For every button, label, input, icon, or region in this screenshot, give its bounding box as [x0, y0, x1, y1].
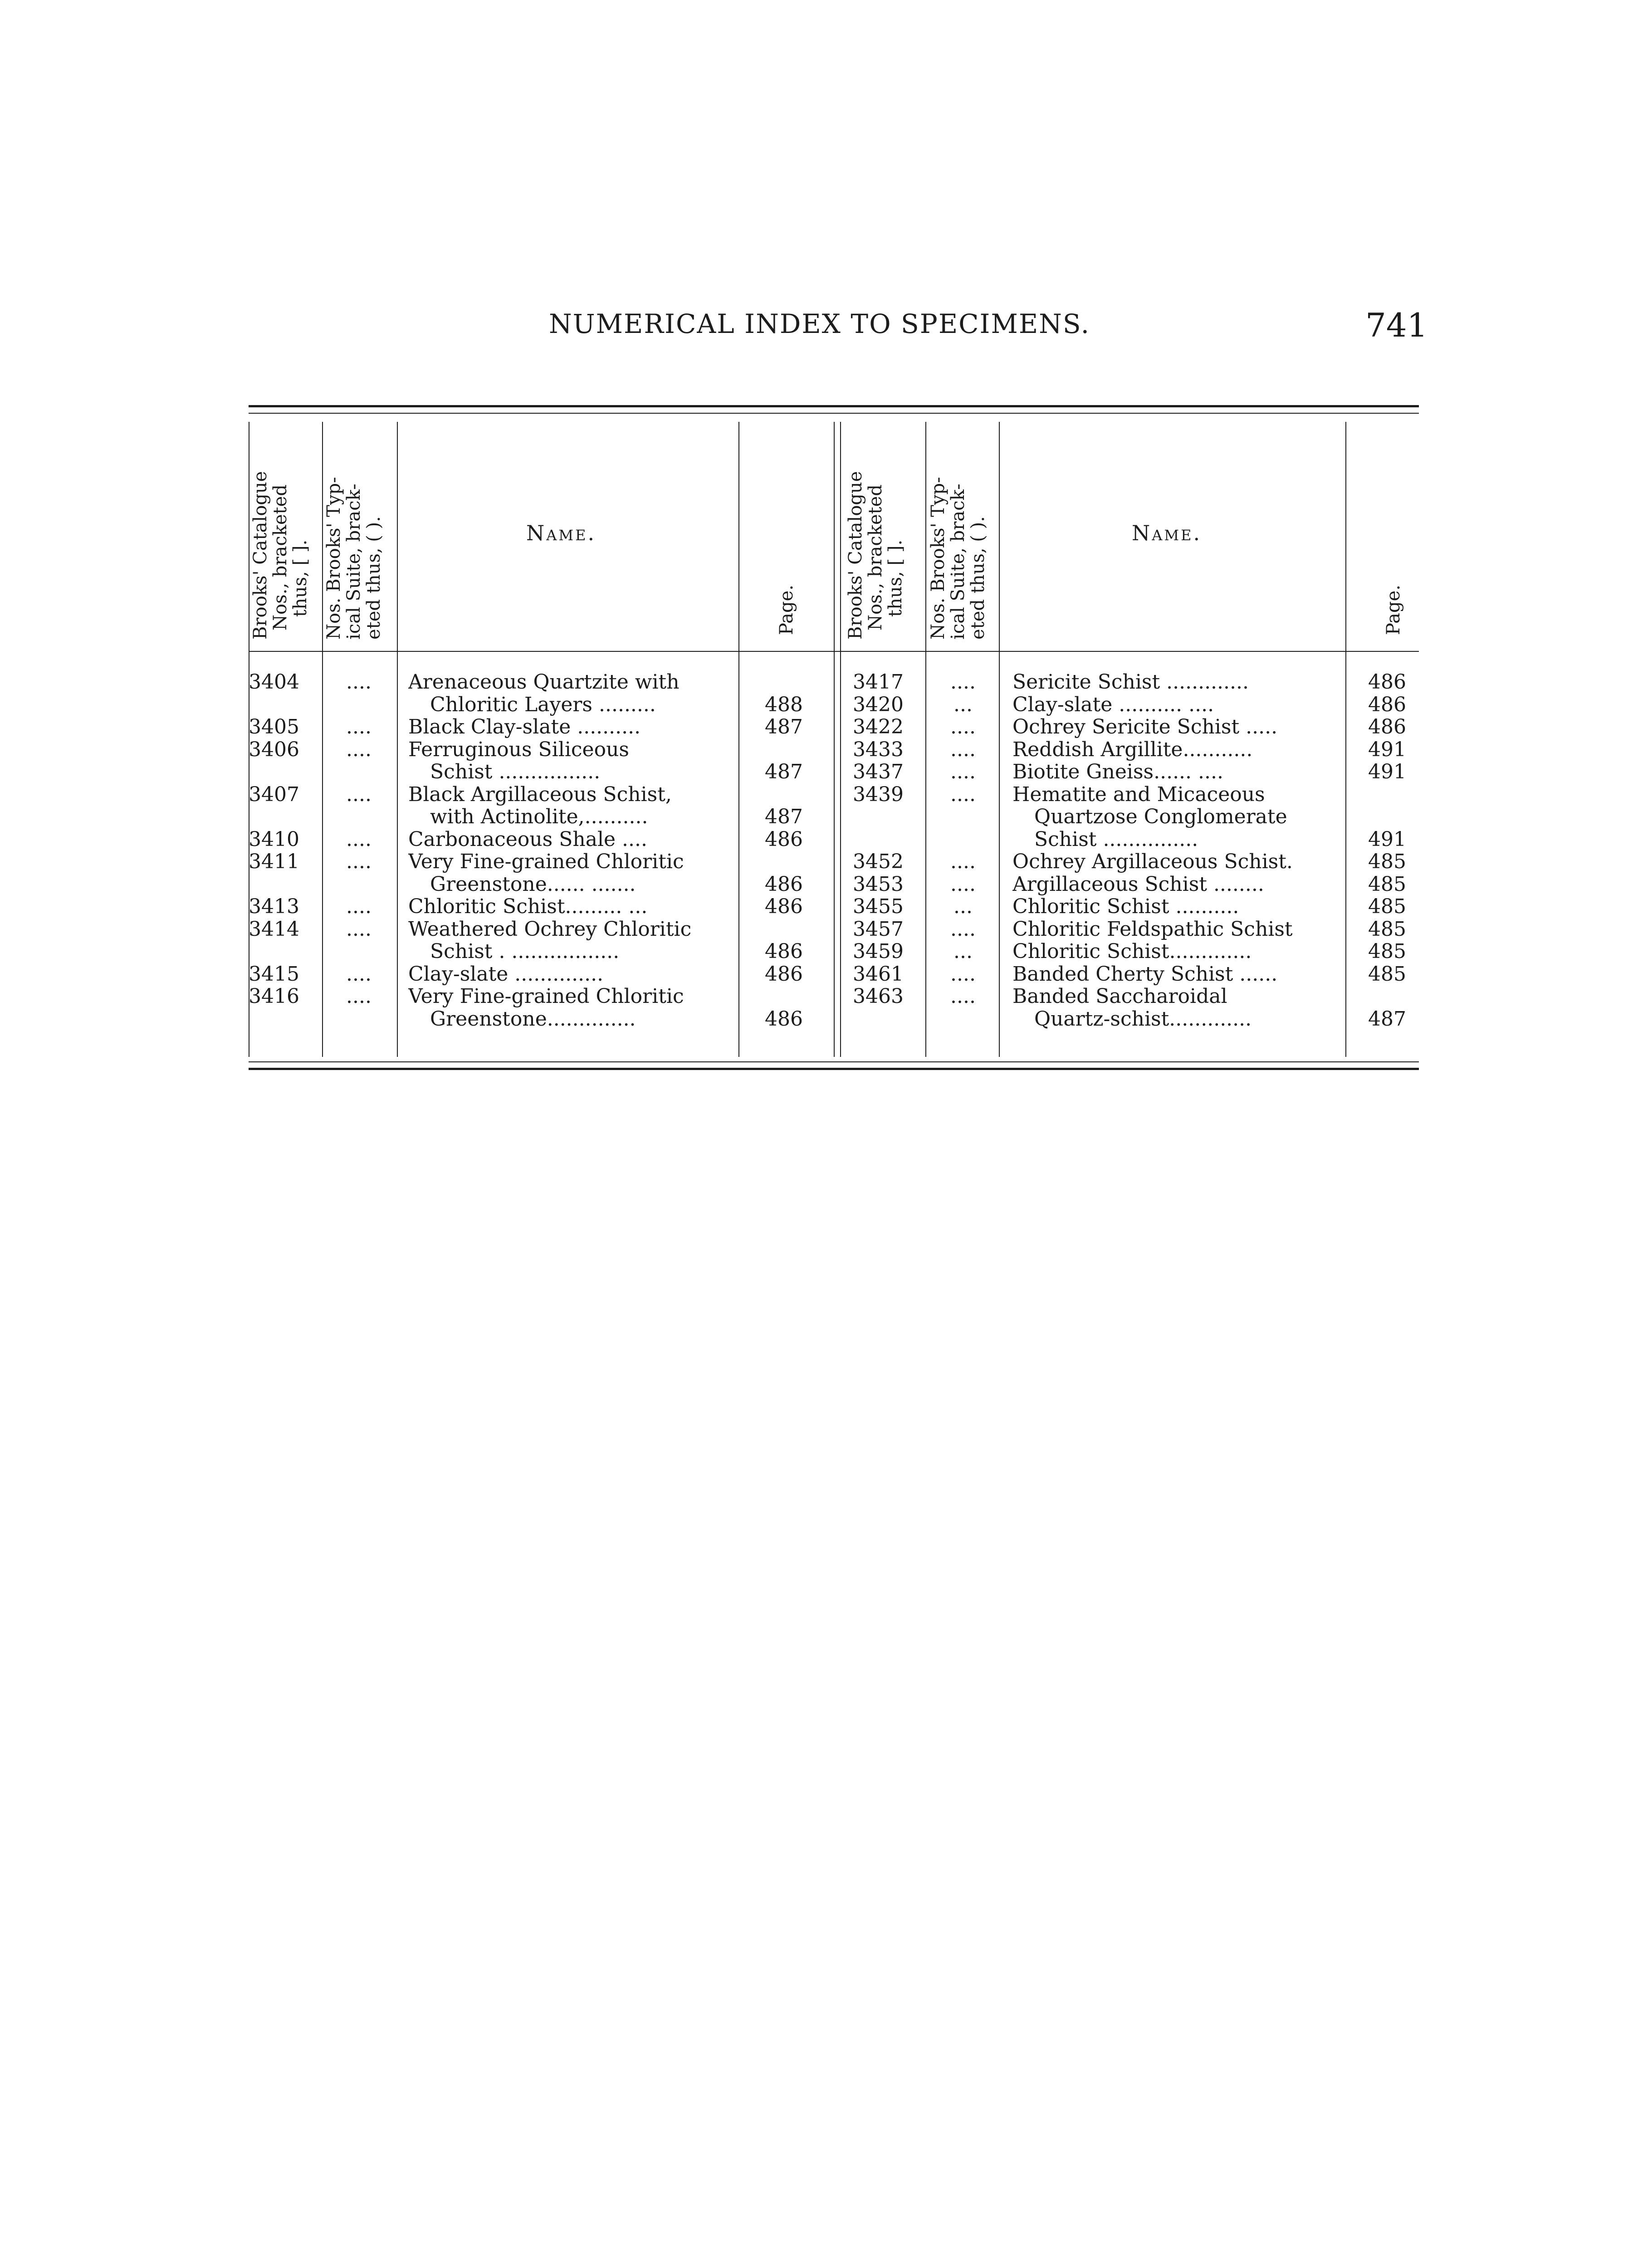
catalogue-number: 3410 [249, 827, 299, 851]
catalogue-number: 3420 [853, 693, 904, 716]
page-ref: 486 [765, 895, 803, 918]
specimen-name: Banded Cherty Schist ...... [1012, 963, 1278, 985]
specimen-name: Arenaceous Quartzite with [408, 671, 680, 693]
name-header: Name. [526, 521, 596, 545]
specimen-name: Chloritic Schist............. [1012, 941, 1252, 963]
table-row [0, 941, 1633, 963]
suite-number: .... [346, 715, 372, 738]
catalogue-number: 3461 [853, 962, 904, 986]
specimen-name: Chloritic Schist .......... [1012, 896, 1239, 918]
table-bottom-rule-thin [249, 1061, 1419, 1062]
specimen-name: Reddish Argillite........... [1012, 738, 1253, 761]
suite-number: .... [950, 917, 976, 941]
suite-number: .... [346, 895, 372, 918]
page-ref: 486 [765, 1007, 803, 1031]
page-ref: 487 [765, 760, 803, 783]
table-row [0, 829, 1633, 850]
specimen-name: Carbonaceous Shale .... [408, 828, 647, 850]
typical-suite-header: Nos. Brooks' Typ- ical Suite, brack- eted thus, ( ). [323, 477, 384, 640]
suite-number: .... [950, 738, 976, 761]
table-row [0, 874, 1633, 895]
page-ref: 491 [1368, 760, 1406, 783]
table-top-rule-thin [249, 413, 1419, 414]
page-ref: 486 [765, 872, 803, 896]
catalogue-number: 3415 [249, 962, 299, 986]
suite-number: .... [346, 782, 372, 806]
suite-number: .... [950, 962, 976, 986]
specimen-name: Ochrey Argillaceous Schist. [1012, 851, 1293, 873]
suite-number: .... [346, 985, 372, 1008]
suite-number: .... [346, 962, 372, 986]
page-ref: 486 [765, 962, 803, 986]
catalogue-number: 3457 [853, 917, 904, 941]
specimen-name: Chloritic Feldspathic Schist [1012, 918, 1293, 940]
page-ref: 486 [1368, 715, 1406, 738]
page-ref: 487 [765, 805, 803, 828]
table-row [0, 784, 1633, 806]
suite-number: .... [950, 850, 976, 873]
catalogue-number: 3459 [853, 940, 904, 963]
specimen-name: Hematite and Micaceous [1012, 783, 1265, 806]
catalogue-number: 3411 [249, 850, 299, 873]
catalogue-number: 3437 [853, 760, 904, 783]
specimen-name: Quartzose Conglomerate [1034, 806, 1287, 828]
table-row [0, 919, 1633, 940]
typical-suite-header: Nos. Brooks' Typ- ical Suite, brack- eted thus, ( ). [928, 477, 988, 640]
catalogue-number: 3452 [853, 850, 904, 873]
page-ref: 485 [1368, 917, 1406, 941]
table-row [0, 716, 1633, 738]
specimen-name: Ochrey Sericite Schist ..... [1012, 716, 1278, 738]
page-ref: 487 [765, 715, 803, 738]
suite-number: .... [950, 782, 976, 806]
table-row [0, 694, 1633, 716]
suite-number: .... [950, 760, 976, 783]
catalogue-number: 3416 [249, 985, 299, 1008]
specimen-name: Black Argillaceous Schist, [408, 783, 672, 806]
page-ref: 486 [1368, 670, 1406, 694]
page-ref: 491 [1368, 827, 1406, 851]
page-ref: 485 [1368, 872, 1406, 896]
suite-number: ... [953, 895, 973, 918]
catalogue-number: 3455 [853, 895, 904, 918]
specimen-name: Greenstone.............. [430, 1008, 636, 1030]
table-row [0, 986, 1633, 1007]
specimen-name: Schist ................ [430, 761, 601, 783]
table-row [0, 671, 1633, 693]
suite-number: .... [346, 917, 372, 941]
specimen-name: Chloritic Layers ......... [430, 694, 656, 716]
specimen-name: Very Fine-grained Chloritic [408, 986, 684, 1007]
catalogue-number: 3406 [249, 738, 299, 761]
suite-number: .... [950, 985, 976, 1008]
table-row [0, 806, 1633, 828]
suite-number: .... [346, 670, 372, 694]
specimen-name: Biotite Gneiss...... .... [1012, 761, 1223, 783]
catalogue-number: 3413 [249, 895, 299, 918]
table-row [0, 761, 1633, 783]
page-ref: 491 [1368, 738, 1406, 761]
suite-number: ... [953, 693, 973, 716]
catalogue-number: 3407 [249, 782, 299, 806]
page-header-label: Page. [1383, 585, 1404, 635]
specimen-name: Weathered Ochrey Chloritic [408, 918, 692, 940]
specimen-name: Black Clay-slate .......... [408, 716, 641, 738]
suite-number: .... [346, 738, 372, 761]
specimen-name: Very Fine-grained Chloritic [408, 851, 684, 873]
suite-number: .... [346, 827, 372, 851]
table-row [0, 739, 1633, 761]
specimen-name: with Actinolite,.......... [430, 806, 648, 828]
catalogue-number: 3463 [853, 985, 904, 1008]
catalogue-number: 3414 [249, 917, 299, 941]
page-ref: 488 [765, 693, 803, 716]
page-ref: 486 [1368, 693, 1406, 716]
table-row [0, 963, 1633, 985]
page-header-label: Page. [776, 585, 797, 635]
suite-number: ... [953, 940, 973, 963]
specimen-name: Chloritic Schist......... ... [408, 896, 648, 918]
specimen-name: Clay-slate .............. [408, 963, 604, 985]
specimen-name: Quartz-schist............. [1034, 1008, 1252, 1030]
specimen-name: Banded Saccharoidal [1012, 986, 1227, 1007]
page-ref: 486 [765, 827, 803, 851]
suite-number: .... [346, 850, 372, 873]
page-ref: 485 [1368, 850, 1406, 873]
catalogue-number: 3422 [853, 715, 904, 738]
catalogue-number: 3439 [853, 782, 904, 806]
specimen-name: Ferruginous Siliceous [408, 738, 629, 761]
page-ref: 485 [1368, 940, 1406, 963]
suite-number: .... [950, 670, 976, 694]
page-ref: 486 [765, 940, 803, 963]
table-row [0, 1008, 1633, 1030]
table-top-rule [249, 405, 1419, 407]
catalogue-number: 3405 [249, 715, 299, 738]
page-number: 741 [1365, 306, 1428, 344]
specimen-name: Sericite Schist ............. [1012, 671, 1249, 693]
specimen-name: Schist . ................. [430, 941, 620, 963]
table-row [0, 851, 1633, 873]
catalogue-number: 3404 [249, 670, 299, 694]
brooks-catalogue-header: Brooks' Catalogue Nos., bracketed thus, [ ]. [250, 471, 311, 640]
specimen-name: Schist ............... [1034, 828, 1198, 850]
page-ref: 485 [1368, 895, 1406, 918]
catalogue-number: 3453 [853, 872, 904, 896]
specimen-name: Argillaceous Schist ........ [1012, 873, 1264, 895]
page-ref: 485 [1368, 962, 1406, 986]
specimen-name: Greenstone...... ....... [430, 873, 636, 895]
table-bottom-rule [249, 1068, 1419, 1070]
page-ref: 487 [1368, 1007, 1406, 1031]
catalogue-number: 3433 [853, 738, 904, 761]
brooks-catalogue-header: Brooks' Catalogue Nos., bracketed thus, [ ]. [845, 471, 906, 640]
catalogue-number: 3417 [853, 670, 904, 694]
suite-number: .... [950, 872, 976, 896]
table-row [0, 896, 1633, 918]
specimen-name: Clay-slate .......... .... [1012, 694, 1214, 716]
name-header: Name. [1132, 521, 1202, 545]
suite-number: .... [950, 715, 976, 738]
page-title: NUMERICAL INDEX TO SPECIMENS. [549, 308, 1090, 339]
